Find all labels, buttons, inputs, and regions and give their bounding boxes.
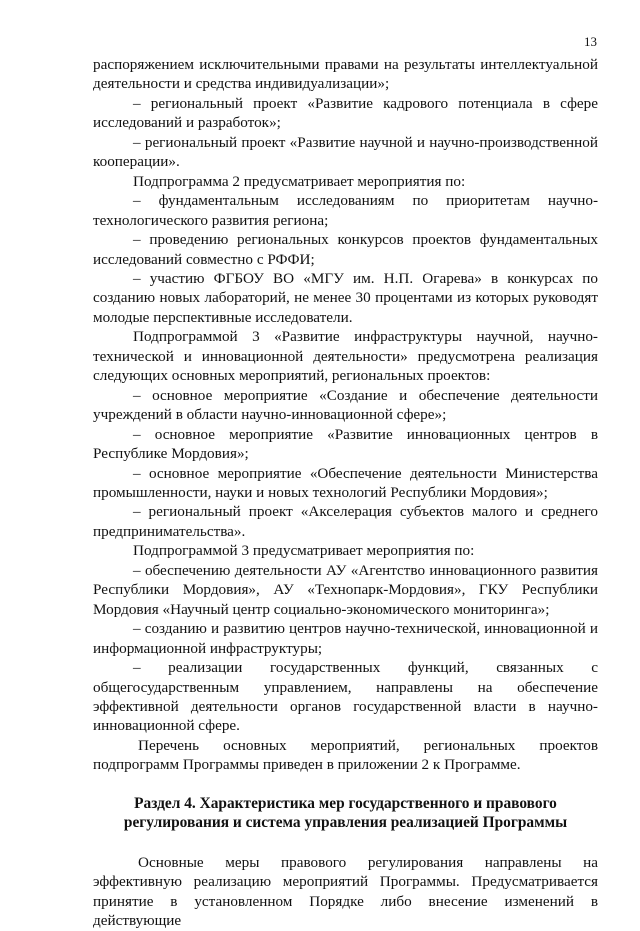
list-item-activity: – реализации государственных функций, связанных с общегосударственным управлением, направлены на обеспечение эффективной деятельности органов государственной власти в научно-инновационной сфере. [93, 659, 598, 735]
paragraph-continuation: распоряжением исключительными правами на результаты интеллектуальной деятельности и средства индивидуализации»; [93, 56, 598, 93]
list-item-main-activity: – основное мероприятие «Создание и обеспечение деятельности учреждений в области научно-инновационной сфере»; [93, 386, 598, 424]
list-item-activity: – созданию и развитию центров научно-технической, инновационной и информационной инфраструктуры; [93, 620, 598, 657]
subprogram-3-activities-intro: Подпрограммой 3 предусматривает мероприятия по: [133, 542, 475, 560]
page-number: 13 [584, 34, 597, 49]
list-item-activity: – обеспечению деятельности АУ «Агентство инновационного развития Республики Мордовия», АУ «Технопарк-Мордовия», ГКУ Республики Мордовия «Научный центр социально-экономического мониторинга»; [93, 561, 598, 618]
list-item-main-activity: – основное мероприятие «Развитие инновационных центров в Республике Мордовия»; [93, 425, 598, 463]
list-item-regional-project: – региональный проект «Развитие кадрового потенциала в сфере исследований и разработок»; [93, 94, 598, 132]
section-paragraph: Основные меры правового регулирования направлены на эффективную реализацию мероприятий Программы. Предусматривается принятие в установленном Порядке либо внесение изменений в действующие [93, 853, 598, 930]
section-heading: Раздел 4. Характеристика мер государственного и правового регулирования и система управления реализацией Программы [123, 794, 568, 832]
document-body [93, 55, 598, 931]
subprogram-3-intro: Подпрограммой 3 «Развитие инфраструктуры научной, научно-технической и инновационной деятельности» предусмотрена реализация следующих основных мероприятий, региональных проектов: [93, 328, 598, 385]
list-item-regional-project: – региональный проект «Акселерация субъектов малого и среднего предпринимательства». [93, 503, 598, 540]
list-item-activity: – участию ФГБОУ ВО «МГУ им. Н.П. Огарева» в конкурсах по созданию новых лабораторий, не менее 30 процентами из которых руководят молодые перспективные исследователи. [93, 269, 598, 326]
list-item-activity: – фундаментальным исследованиям по приоритетам научно-технологического развития региона; [93, 192, 598, 229]
subprogram-2-intro: Подпрограмма 2 предусматривает мероприятия по: [133, 172, 466, 190]
appendix-reference: Перечень основных мероприятий, региональных проектов подпрограмм Программы приведен в приложении 2 к Программе. [93, 736, 598, 774]
list-item-activity: – проведению региональных конкурсов проектов фундаментальных исследований совместно с РФФИ; [93, 231, 598, 268]
list-item-main-activity: – основное мероприятие «Обеспечение деятельности Министерства промышленности, науки и новых технологий Республики Мордовия»; [93, 464, 598, 501]
list-item-regional-project: – региональный проект «Развитие научной и научно-производственной кооперации». [93, 133, 598, 171]
